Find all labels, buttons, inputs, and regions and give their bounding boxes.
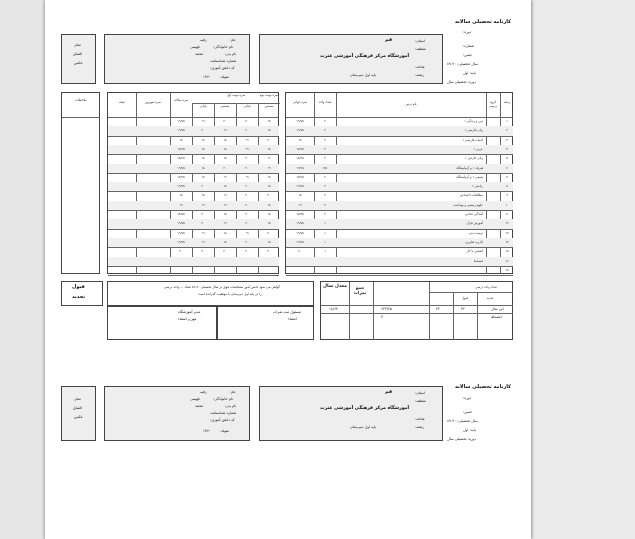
row-annual: ۱۹/۲۵ [177,184,185,189]
row-final-1: ۱۸ [201,156,205,161]
row-number: ۲ [506,128,508,133]
row-cont-1: ۱۸ [223,146,227,151]
header-cont-1: مستمر [220,104,230,108]
row-cont-1: ۲۰ [223,119,227,123]
school-info-box-2: استان: قم منطقه: آموزشگاه مرکز فرهنگی آموزشی عترت شاخه: رشته: پایه اول دبیرستان [259,386,443,441]
row-final-1: ۲۰ [201,184,205,189]
row-final-2: ۲۰ [245,202,249,207]
row-final-2: ۲۰ [245,212,249,216]
row-final-2: ۲۰ [245,221,249,226]
row-subject: عربی ۱ [473,146,483,151]
row-subject: تربیت بدنی [468,230,483,235]
row-number: ۱۴ [505,239,509,244]
grades-table-main [285,92,513,274]
header-final: نمره جهانی [292,100,308,104]
row-subject: زبان خارجی ۱ [464,156,483,161]
row-final-1: ۱۷ [201,174,205,179]
row-final: ۲۰ [298,249,302,254]
row-annual: ۱۹ [179,202,183,207]
row-final-1: ۱۹ [201,230,205,235]
row-number: ۱۵ [505,249,509,254]
row-annual: ۱۷/۲۵ [177,146,185,151]
row-units: ۲ [324,146,326,151]
header-subject: نام درس [405,102,417,106]
row-units: ۱ [324,221,326,226]
row-units: ۳ [324,184,326,189]
header-status: نتیجه [118,100,126,104]
row-cont-1: ۲۰ [223,249,227,254]
row-final: ۱۹/۲۵ [296,239,304,244]
row-final-2: ۲۰ [245,165,249,170]
row-annual: ۱۹/۲۵ [177,239,185,244]
field-grade: پایه: اول [463,71,476,75]
row-final: ۱۸/۲۵ [296,156,304,161]
row-number: ۱۱ [505,212,509,216]
row-cont-1: ۱۸ [223,230,227,235]
registrar-box: مسئول ثبت نمرات امضاء [217,306,314,340]
header-units: تعداد واحد [318,100,332,104]
row-subject: مطالعات اجتماعی [459,193,483,198]
row-final: ۱۷/۲۵ [296,146,304,151]
row-final: ۱۹/۷۵ [296,221,304,226]
row-cont-1: ۱۹ [223,193,227,198]
row-units: ۲/۵ [322,165,328,170]
row-final-2: ۲۰ [245,184,249,189]
row-annual: ۱۸ [179,193,183,198]
row-annual: ۱۷ [179,137,183,142]
row-final: ۱۹/۲۵ [296,184,304,189]
row-annual: ۱۹/۷۵ [177,119,185,123]
row-cont-2: ۱۸ [267,128,271,133]
row-final-1: ۱۹ [201,119,205,123]
row-cont-1: ۲۰ [223,165,227,170]
row-annual: ۱۸/۲۵ [177,156,185,161]
row-subject: زبان فارسی ۱ [464,128,483,133]
row-number: ۱۳ [505,230,509,235]
row-units: ۲ [324,128,326,133]
row-final: ۱۹ [298,202,302,207]
row-units: ۱ [324,249,326,254]
row-units: ۳ [324,193,326,198]
field-number: شماره: [463,44,475,48]
card2-title: کارنامه تحصیلی سالانه [455,384,512,390]
row-final-1: ۱۸ [201,193,205,198]
row-annual: ۱۷/۲۵ [177,174,185,179]
certificate-box: گواهی می شود دانش آموز مشخصات فوق در سال تحصیلی ۹۰-۸۹ تعداد ... واحد درسی را در پایه اول دبیرستان با موفقیت گذرانده است [107,281,314,306]
row-final-2: ۱۹ [245,137,249,142]
header-annual: نمره سالانه [173,98,189,102]
row-subject: آمادگی دفاعی [464,212,483,216]
row-cont-1: ۱۸ [223,212,227,216]
row-number: ۷ [506,174,508,179]
row-final-1: ۲۰ [201,221,205,226]
row-annual: ۱۹/۷۵ [177,221,185,226]
header-cont-2: مستمر [264,104,274,108]
row-number: ۱۷ [505,267,509,272]
row-subject: فیزیک ۱ و آزمایشگاه [456,165,483,170]
row-units: ۳ [324,202,326,207]
header-group: گروه درسی [489,100,497,108]
row-cont-1: ۱۸ [223,239,227,244]
school-info-box: استان: قم منطقه: آموزشگاه مرکز فرهنگی آموزشی عترت شاخه: رشته: پایه اول دبیرستان [259,34,443,84]
student-info-box: نام: رقیه نام خانوادگی: فهیمی نام پدر: محمد شماره شناسنامه: کد دانش آموزی: متولد: ۱۳۷۰ [104,34,250,84]
row-cont-2: ۱۸ [267,221,271,226]
row-final-2: ۲۰ [245,119,249,123]
row-number: ۸ [506,184,508,189]
row-units: ۱ [324,230,326,235]
row-cont-2: ۱۸ [267,202,271,207]
row-final-2: ۲۰ [245,128,249,133]
row-cont-2: ۱۸ [267,146,271,151]
row-final-1: ۲۰ [201,212,205,216]
row-final-1: ۱۹ [201,202,205,207]
row-subject: دین و زندگی ۱ [464,119,483,123]
photo-box-2: محل الصاق عکس [61,386,96,441]
row-cont-1: ۱۹ [223,128,227,133]
field-year: سال تحصیلی: ۹۰-۸۹ [447,62,478,66]
student-info-box-2: نام: رقیه نام خانوادگی: فهیمی نام پدر: محمد شماره شناسنامه: کد دانش آموزی: متولد: ۱۳۷۰ [104,386,250,441]
row-cont-1: ۱۸ [223,156,227,161]
row-number: ۳ [506,137,508,142]
row-cont-2: ۱۹ [267,156,271,161]
row-final-2: ۱۹ [245,230,249,235]
row-number: ۱ [506,119,508,123]
header-row-number: ردیف [503,100,511,104]
row-subject: آموزش قرآن [466,221,483,226]
report-card-page: کارنامه تحصیلی سالانه دوره: شماره: جنس: سال تحصیلی: ۹۰-۸۹ پایه: اول دوره: تحصیلی سال استان: قم منطقه: آموزشگاه مرکز فرهنگی آموزشی عترت شاخه: رشته: پایه اول دبیرستان نام: رقیه نام خانوادگی: فهیمی نام پدر: محمد شماره شناسنامه: کد دانش آموزی: متولد: ۱۳۷۰ محل الصاق عکس ردیف گروه درسی نام درس تعداد واحد نمره جهانی ۱ دین و زندگی ۱ ۲ ۱۹/۷۵ ۲ زبان فارسی ۱ ۲ ۱۹/۷۵ ۳ ادبیات فارسی ۱ ۲ ۱۷ ۴ عربی ۱ ۲ ۱۷/۲۵ ۵ زبان خارجی ۱ ۲ ۱۸/۲۵ ۶ فیزیک ۱ و آزمایشگاه ۲/۵ ۱۹/۲۵ ۷ شیمی ۱ و آزمایشگاه ۲ ۱۷/۲۵ ۸ ریاضی ۱ ۳ ۱۹/۲۵ ۹ مطالعات اجتماعی ۳ ۱۸ ۱۰ علوم زیستی و بهداشت ۳ ۱۹ ۱۱ آمادگی دفاعی ۲ ۱۸/۷۵ ۱۲ آموزش قرآن ۱ ۱۹/۷۵ ۱۳ تربیت بدنی ۱ ۱۹/۷۵ ۱۴ کاربرد فناوری ۱ ۱۹/۲۵ ۱۵ آشنایی با کار ۱ ۲۰ ۱۶ انضباط ۱۷ نمره نوبت اول نمره نوبت دوم مستمر پایانی مستمر پایانی نمره سالانه نمره شهریور نتیجه ۱۸ ۲۰ ۲۰ ۱۹ ۱۹/۷۵ ۱۸ ۲۰ ۱۹ ۲۰ ۱۹/۷۵ ۲۰ ۱۹ ۱۸ ۱۷ ۱۷ ۱۸ ۱۹ ۱۸ ۱۸ ۱۷/۲۵ ۱۹ ۲۰ ۱۸ ۱۸ ۱۸/۲۵ ۱۹ ۲۰ ۲۰ ۱۸ ۱۹/۲۵ ۱۸ ۱۹ ۱۹ ۱۷ ۱۷/۲۵ ۱۸ ۲۰ ۱۸ ۲۰ ۱۹/۲۵ ۲۰ ۲۰ ۱۹ ۱۸ ۱۸ ۱۸ ۲۰ ۱۹ ۱۹ ۱۹ ۱۸ ۲۰ ۱۸ ۲۰ ۱۸/۷۵ ۱۸ ۲۰ ۱۹ ۲۰ ۱۹/۷۵ ۲۰ ۱۹ ۱۸ ۱۹ ۱۹/۷۵ ۱۸ ۲۰ ۱۸ ۱۹ ۱۹/۲۵ ۲۰ ۲۰ ۲۰ ۲۰ ۲۰ ملاحظات تعداد واحد درسی تجدید قبول جمع نمرات معدل سال این سال انضباط ۳۲ ۳۲ ۶۲۳/۲۵ ۱۸/۶۳ ۲۰ گواهی می شود دانش آموز مشخصات فوق در سال تحصیلی ۹۰-۸۹ تعداد ... واحد درسی را در پایه اول دبیرستان با موفقیت گذرانده است قبول تجدید مسئول ثبت نمرات امضاء مدیر آموزشگاه مهر و امضاء کارنامه تحصیلی سالانه دوره: جنس: سال تحصیلی: ۹۰-۸۹ پایه: اول دوره: تحصیلی سال استان: قم منطقه: آموزشگاه مرکز فرهنگی آموزشی عترت شاخه: رشته: پایه اول دبیرستان نام: رقیه نام خانوادگی: فهیمی نام پدر: محمد شماره شناسنامه: کد دانش آموزی: متولد: ۱۳۷۰ محل الصاق عکس [45,0,531,539]
row-number: ۹ [506,193,508,198]
row-subject: کاربرد فناوری [465,239,483,244]
row-final-2: ۲۰ [245,156,249,161]
row-annual: ۱۹/۷۵ [177,128,185,133]
row-units: ۲ [324,174,326,179]
row-final-1: ۲۰ [201,249,205,254]
row-final-2: ۱۹ [245,174,249,179]
row-subject: انضباط [473,258,483,263]
result-box: قبول تجدید [61,281,103,306]
row-subject: شیمی ۱ و آزمایشگاه [456,174,483,179]
row-subject: آشنایی با کار [466,249,483,254]
row-number: ۴ [506,146,508,151]
row-final: ۱۹/۷۵ [296,128,304,133]
row-units: ۲ [324,212,326,216]
row-final: ۱۹/۲۵ [296,165,304,170]
row-annual: ۲۰ [179,249,183,254]
grades-table-scores [107,92,279,274]
row-final: ۱۷ [298,137,302,142]
row-annual: ۱۹/۷۵ [177,230,185,235]
row-final: ۱۸/۷۵ [296,212,304,216]
row-number: ۵ [506,156,508,161]
row-number: ۶ [506,165,508,170]
row-cont-2: ۲۰ [267,230,271,235]
row-subject: ریاضی ۱ [471,184,483,189]
row-final-2: ۱۹ [245,146,249,151]
row-cont-2: ۱۹ [267,165,271,170]
field-period: دوره: تحصیلی سال [447,80,476,84]
row-final-1: ۱۸ [201,165,205,170]
header-reexam: نمره شهریور [144,100,162,104]
row-cont-1: ۱۹ [223,174,227,179]
row-final: ۱۹/۷۵ [296,119,304,123]
row-final-1: ۱۷ [201,137,205,142]
row-final-1: ۲۰ [201,128,205,133]
row-final: ۱۹/۷۵ [296,230,304,235]
row-cont-2: ۲۰ [267,137,271,142]
row-cont-1: ۱۸ [223,137,227,142]
row-cont-2: ۱۸ [267,212,271,216]
row-final: ۱۸ [298,193,302,198]
row-number: ۱۰ [505,202,509,207]
row-units: ۱ [324,239,326,244]
school-name: آموزشگاه مرکز فرهنگی آموزشی عترت [320,54,410,59]
row-number: ۱۲ [505,221,509,226]
row-annual: ۱۸/۷۵ [177,212,185,216]
header-final-2: پایانی [243,104,251,108]
notes-column: ملاحظات [61,92,100,274]
row-units: ۲ [324,137,326,142]
row-subject: علوم زیستی و بهداشت [453,202,483,207]
row-units: ۲ [324,119,326,123]
row-final-2: ۲۰ [245,239,249,244]
row-subject: ادبیات فارسی ۱ [462,137,483,142]
row-cont-1: ۱۹ [223,221,227,226]
summary-box: تعداد واحد درسی تجدید قبول جمع نمرات معدل سال این سال انضباط ۳۲ ۳۲ ۶۲۳/۲۵ ۱۸/۶۳ ۲۰ [320,281,513,340]
row-final-2: ۲۰ [245,193,249,198]
row-cont-2: ۱۸ [267,239,271,244]
row-cont-2: ۱۸ [267,174,271,179]
row-cont-1: ۱۸ [223,184,227,189]
row-final-2: ۲۰ [245,249,249,254]
row-cont-2: ۲۰ [267,249,271,254]
row-annual: ۱۹/۲۵ [177,165,185,170]
row-cont-1: ۱۹ [223,202,227,207]
row-units: ۲ [324,156,326,161]
row-cont-2: ۱۸ [267,184,271,189]
photo-box: محل الصاق عکس [61,34,96,84]
card-title: کارنامه تحصیلی سالانه [455,19,512,25]
principal-box: مدیر آموزشگاه مهر و امضاء [107,306,217,340]
row-cont-2: ۲۰ [267,193,271,198]
field-gender: جنس: [463,53,473,57]
field-dore: دوره: [463,30,472,34]
row-cont-2: ۱۸ [267,119,271,123]
row-final-1: ۱۹ [201,239,205,244]
row-final: ۱۷/۲۵ [296,174,304,179]
header-term1: نمره نوبت اول [226,93,246,97]
row-final-1: ۱۸ [201,146,205,151]
row-number: ۱۶ [505,258,509,263]
header-term2: نمره نوبت دوم [259,93,279,97]
header-final-1: پایانی [199,104,207,108]
